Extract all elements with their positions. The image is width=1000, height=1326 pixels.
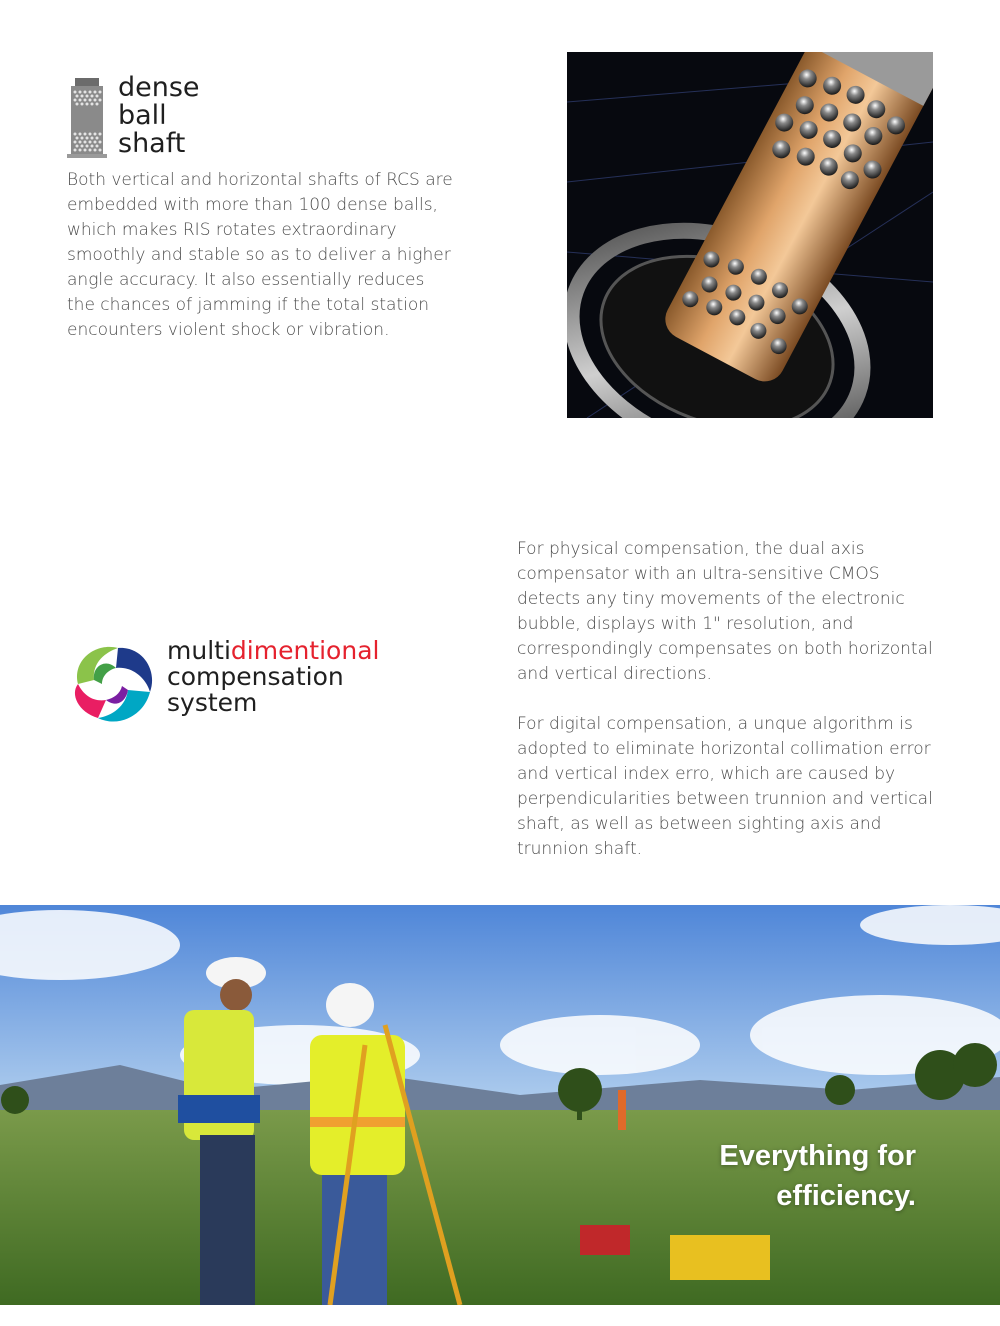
banner-tagline bbox=[719, 1136, 916, 1216]
tagline-line2: efficiency. bbox=[776, 1180, 916, 1212]
logo-word-compensation: compensation bbox=[167, 662, 344, 691]
logo-word-dense: dense bbox=[118, 72, 200, 103]
logo-word-shaft: shaft bbox=[118, 128, 186, 159]
logo-word-dimentional: dimentional bbox=[230, 636, 380, 665]
compensation-wordmark bbox=[167, 638, 379, 716]
logo-word-multi: multi bbox=[167, 636, 231, 665]
physical-compensation-paragraph: For physical compensation, the dual axis compensator with an ultra-sensitive CMOS detects any tiny movements of the electronic bubble, displays with 1" resolution, and correspondingly compensates on both horizontal and vertical directions. bbox=[517, 539, 933, 684]
ball-shaft-icon bbox=[66, 76, 110, 162]
logo-line-multidimentional bbox=[167, 638, 379, 664]
tagline-line1: Everything for bbox=[719, 1140, 916, 1172]
ball-shaft-photo bbox=[567, 52, 933, 418]
compensation-description bbox=[517, 537, 947, 862]
dense-ball-shaft-wordmark bbox=[118, 74, 200, 158]
compensation-logo bbox=[66, 636, 162, 728]
compensation-swirl-icon bbox=[66, 636, 162, 728]
digital-compensation-paragraph: For digital compensation, a unque algorithm is adopted to eliminate horizontal collimation error and vertical index erro, which are caused by perpendicularities between trunnion and vertical shaft, as well as between sighting axis and trunnion shaft. bbox=[517, 714, 933, 859]
logo-word-system: system bbox=[167, 688, 258, 717]
dense-ball-shaft-description: Both vertical and horizontal shafts of RCS are embedded with more than 100 dense balls, which makes RIS rotates extraordinary smoothly and stable so as to deliver a higher angle accuracy. It also essentially reduces the chances of jamming if the total station encounters violent shock or vibration. bbox=[67, 170, 453, 340]
logo-word-ball: ball bbox=[118, 100, 167, 131]
surveyors-field-photo bbox=[0, 905, 1000, 1305]
